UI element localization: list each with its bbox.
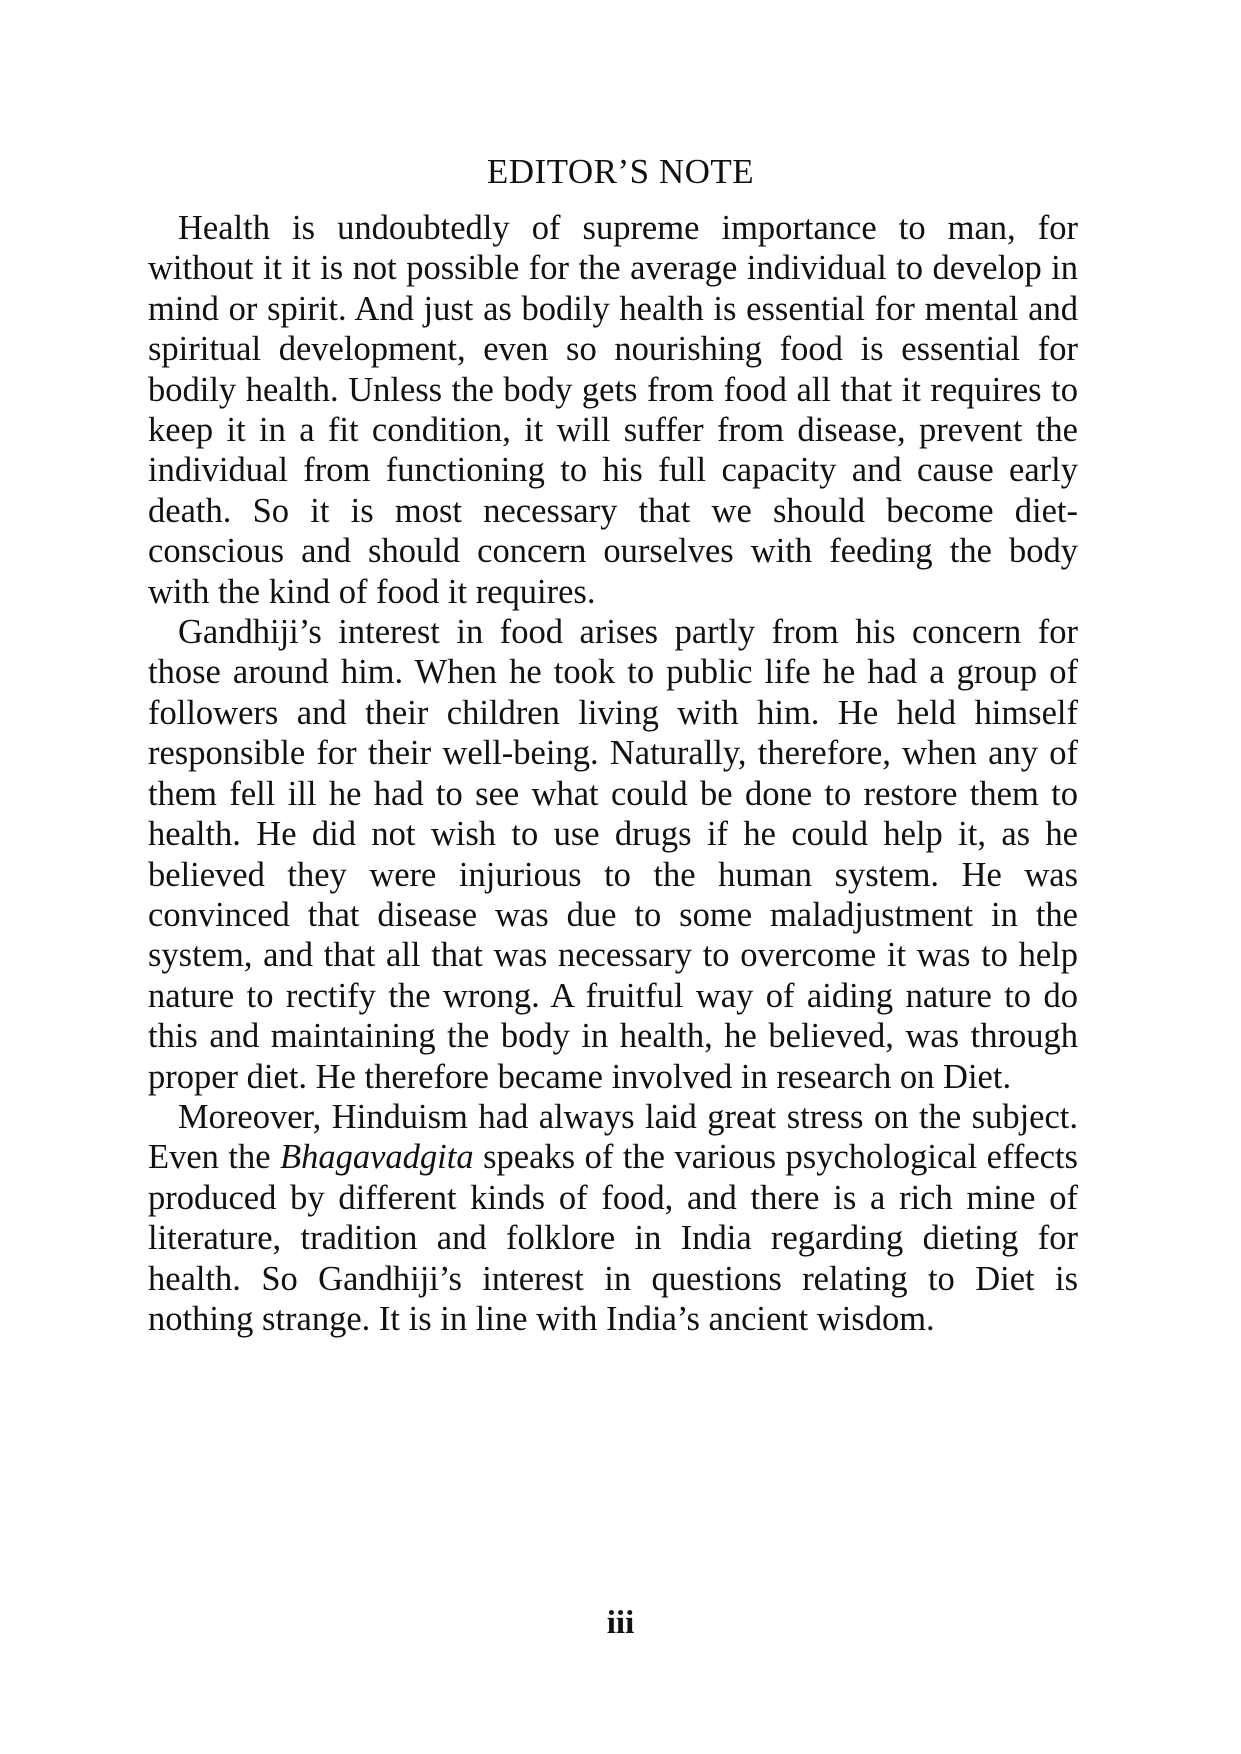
body-text bbox=[148, 208, 1078, 1339]
paragraph-1: Health is undoubtedly of supreme importance to man, for without it it is not possible for the average individual to develop in mind or spirit. And just as bodily health is essential for mental and spiritual development, even so nourishing food is essential for bodily health. Unless the body gets from food all that it requires to keep it in a fit condition, it will suffer from disease, prevent the individual from functioning to his full capacity and cause early death. So it is most necessary that we should become diet-conscious and should concern ourselves with feeding the body with the kind of food it requires. bbox=[148, 209, 1078, 611]
page-number: iii bbox=[606, 1605, 635, 1641]
paragraph-3-text-before: Moreover, Hinduism had always laid great stress on the subject. Even the bbox=[148, 1097, 1078, 1177]
book-title-italic: Bhagavadgita bbox=[280, 1138, 474, 1177]
page-title: EDITOR’S NOTE bbox=[486, 152, 755, 191]
paragraph-3 bbox=[148, 1097, 1078, 1339]
paragraph-2: Gandhiji’s interest in food arises partly from his concern for those around him. When he took to public life he had a group of followers and their children living with him. He held himself responsible for their well-being. Naturally, therefore, when any of them fell ill he had to see what could be done to restore them to health. He did not wish to use drugs if he could help it, as he believed they were injurious to the human system. He was convinced that disease was due to some maladjustment in the system, and that all that was necessary to overcome it was to help nature to rectify the wrong. A fruitful way of aiding nature to do this and maintaining the body in health, he believed, was through proper diet. He therefore became involved in research on Diet. bbox=[148, 613, 1078, 1096]
paragraph-3-text-after: speaks of the various psychological effects produced by different kinds of food, and there is a rich mine of literature, tradition and folklore in India regarding dieting for health. So Gandhiji’s interest in questions relating to Diet is nothing strange. It is in line with India’s ancient wisdom. bbox=[148, 1138, 1078, 1338]
